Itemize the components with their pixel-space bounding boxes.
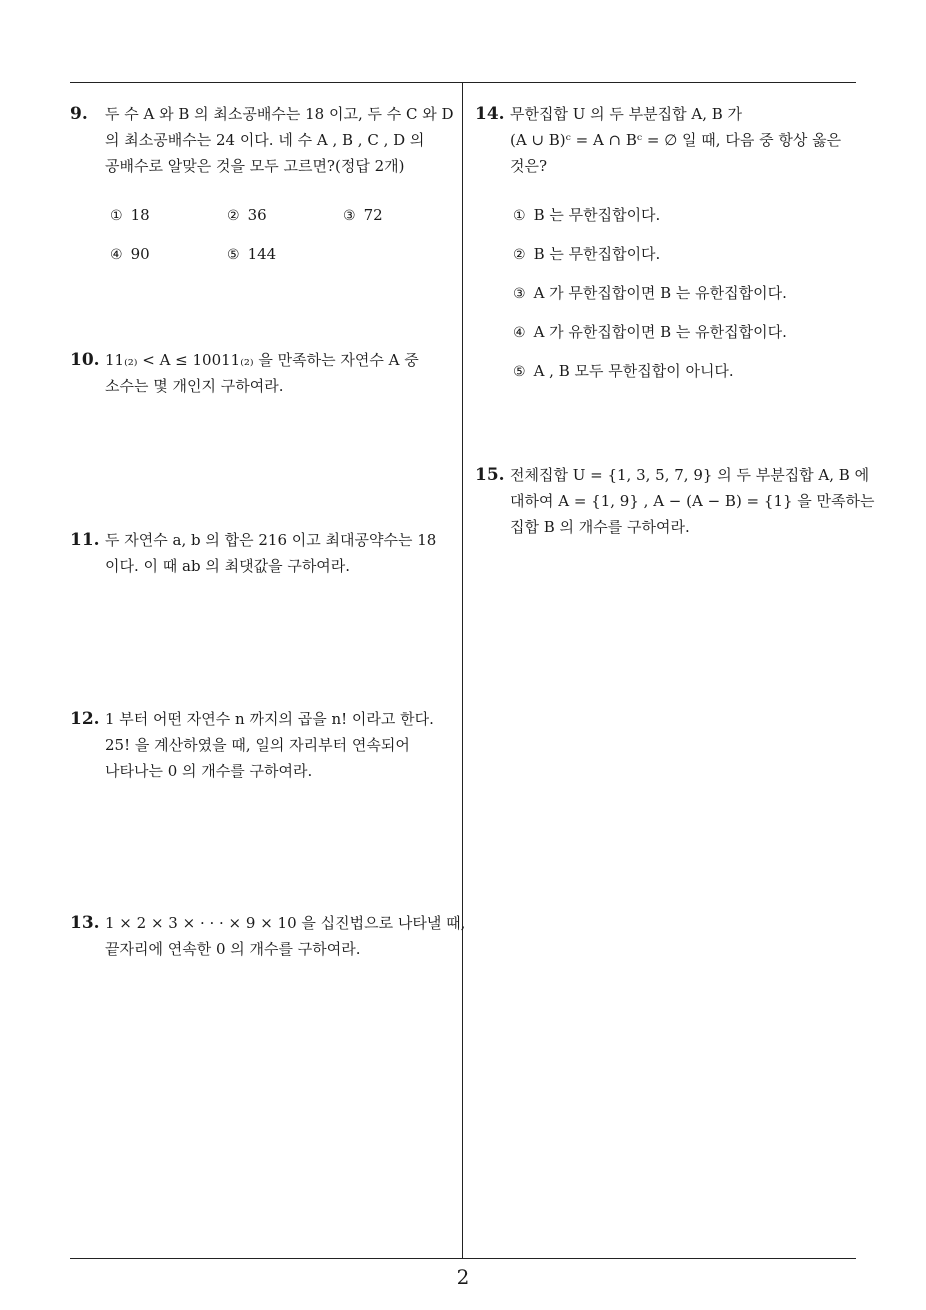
problem-number: 13. [70,913,100,933]
choice-mark: ④ [513,325,526,341]
problem-13 [70,910,466,962]
problem-9 [70,101,460,179]
problem-text-line: 집합 B 의 개수를 구하여라. [510,518,690,536]
problem-text-line: 나타나는 0 의 개수를 구하여라. [105,762,313,780]
problem-text-line: 이다. 이 때 ab 의 최댓값을 구하여라. [105,557,351,575]
choice-mark: ① [110,208,123,224]
choice-3[interactable] [513,282,787,303]
bottom-rule [70,1258,856,1259]
choice-4[interactable] [513,321,787,342]
choice-mark: ⑤ [227,247,240,263]
problem-text-line: 두 수 A 와 B 의 최소공배수는 18 이고, 두 수 C 와 D [105,105,454,123]
choice-text: A 가 유한집합이면 B 는 유한집합이다. [533,323,787,341]
problem-14 [475,101,855,179]
problem-text-line: 것은? [510,157,548,175]
problem-15 [475,462,875,540]
top-rule [70,82,856,83]
problem-number: 11. [70,530,100,550]
problem-text-line: (A ∪ B)ᶜ = A ∩ Bᶜ = ∅ 일 때, 다음 중 항상 옳은 [510,131,842,149]
problem-text-line: 1 × 2 × 3 × · · · × 9 × 10 을 십진법으로 나타낼 때, [105,914,466,932]
problem-number: 12. [70,709,100,729]
problem-number: 15. [475,465,505,485]
problem-11 [70,527,437,579]
problem-text-line: 11₍₂₎ < A ≤ 10011₍₂₎ 을 만족하는 자연수 A 중 [105,351,419,369]
choice-2[interactable] [227,206,267,224]
choice-mark: ② [227,208,240,224]
choice-1[interactable] [513,204,660,225]
choice-text: 144 [247,245,277,263]
choice-3[interactable] [343,206,383,224]
problem-text-line: 대하여 A = {1, 9} , A − (A − B) = {1} 을 만족하는 [510,492,875,510]
choice-mark: ④ [110,247,123,263]
problem-text-line: 25! 을 계산하였을 때, 일의 자리부터 연속되어 [105,736,410,754]
choice-mark: ② [513,247,526,263]
problem-text-line: 의 최소공배수는 24 이다. 네 수 A , B , C , D 의 [105,131,425,149]
problem-number: 10. [70,350,100,370]
choice-mark: ③ [513,286,526,302]
choice-text: B 는 무한집합이다. [533,245,661,263]
choice-text: B 는 무한집합이다. [533,206,661,224]
choice-text: 90 [130,245,150,263]
problem-text-line: 공배수로 알맞은 것을 모두 고르면?(정답 2개) [105,157,405,175]
choice-mark: ③ [343,208,356,224]
choice-5[interactable] [227,245,276,263]
choice-text: 36 [247,206,267,224]
problem-text-line: 두 자연수 a, b 의 합은 216 이고 최대공약수는 18 [105,531,437,549]
choice-mark: ① [513,208,526,224]
problem-number: 14. [475,104,505,124]
problem-number: 9. [70,104,88,124]
choice-text: 18 [130,206,150,224]
column-divider [462,82,463,1258]
choice-1[interactable] [110,206,150,224]
choice-4[interactable] [110,245,150,263]
choice-2[interactable] [513,243,660,264]
choice-text: A , B 모두 무한집합이 아니다. [533,362,734,380]
problem-text-line: 무한집합 U 의 두 부분집합 A, B 가 [510,105,743,123]
problem-10 [70,347,430,399]
page-number: 2 [456,1265,470,1289]
problem-text-line: 소수는 몇 개인지 구하여라. [105,377,284,395]
problem-text-line: 1 부터 어떤 자연수 n 까지의 곱을 n! 이라고 한다. [105,710,434,728]
choice-mark: ⑤ [513,364,526,380]
choice-5[interactable] [513,360,734,381]
choice-text: A 가 무한집합이면 B 는 유한집합이다. [533,284,787,302]
choice-text: 72 [363,206,383,224]
problem-12 [70,706,434,784]
problem-text-line: 끝자리에 연속한 0 의 개수를 구하여라. [105,940,361,958]
problem-text-line: 전체집합 U = {1, 3, 5, 7, 9} 의 두 부분집합 A, B 에 [510,466,870,484]
